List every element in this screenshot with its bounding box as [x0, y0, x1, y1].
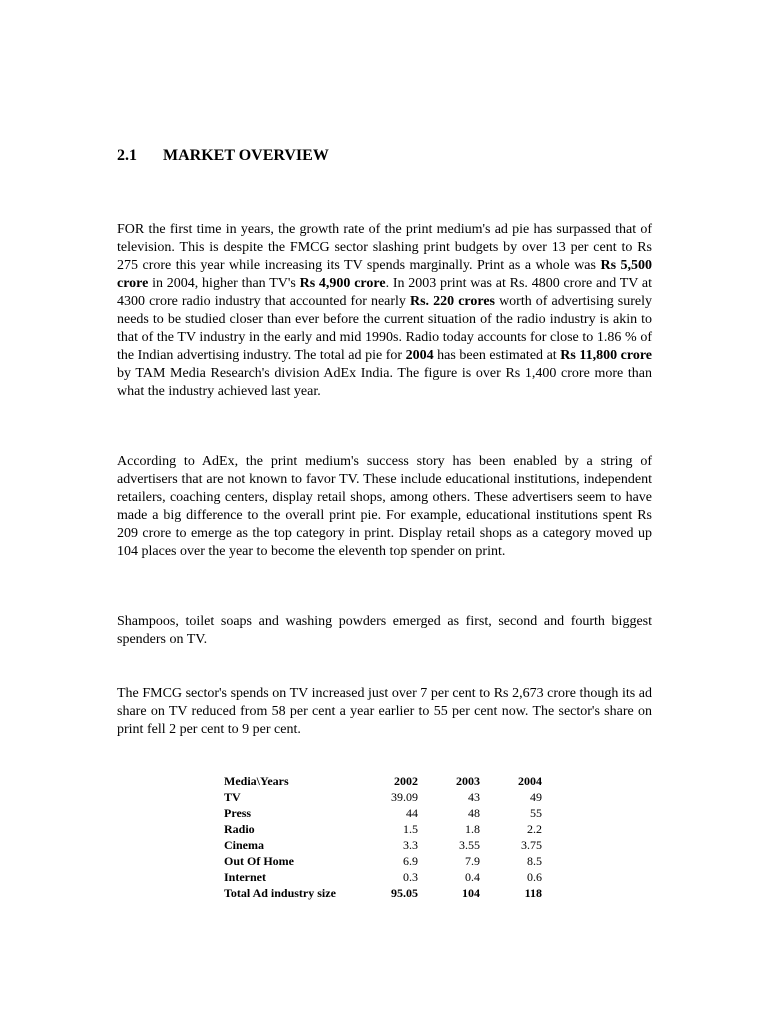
tv-2004-value: Rs 4,900 crore [299, 276, 386, 291]
table-cell: 0.4 [465, 870, 480, 884]
table-cell: 118 [524, 886, 542, 900]
table-row [224, 837, 542, 853]
table-cell: 1.8 [465, 822, 480, 836]
paragraph-fmcg: The FMCG sector's spends on TV increased just over 7 per cent to Rs 2,673 crore though its ad share on TV reduced from 58 per cent a year earlier to 55 per cent now. The sector's share on print fell 2 per cent to 9 per cent. [117, 686, 652, 737]
paragraph-text: by TAM Media Research's division AdEx India. The figure is over Rs 1,400 crore more than what the industry achieved last year. [117, 366, 652, 399]
total-ad-pie-value: Rs 11,800 crore [560, 348, 653, 363]
table-cell: 2.2 [527, 822, 542, 836]
year-2004: 2004 [405, 348, 434, 363]
table-cell: 3.55 [459, 838, 480, 852]
paragraph-tv-spenders: Shampoos, toilet soaps and washing powders emerged as first, second and fourth biggest spenders on TV. [117, 614, 652, 647]
table-cell: 48 [468, 806, 480, 820]
table-row [224, 789, 542, 805]
table-row [224, 853, 542, 869]
table-header-row [224, 773, 542, 789]
table-cell: 8.5 [527, 854, 542, 868]
table-cell: 104 [462, 886, 480, 900]
row-label: Out Of Home [224, 854, 294, 868]
row-label: Press [224, 806, 252, 820]
column-header: Media\Years [224, 774, 289, 788]
paragraph-market-overview [117, 221, 652, 401]
column-header: 2003 [456, 774, 480, 788]
table-cell: 6.9 [403, 854, 418, 868]
paragraph-text: in 2004, higher than TV's [148, 276, 300, 291]
paragraph-text: FOR the first time in years, the growth rate of the print medium's ad pie has surpassed that of television. This is despite the FMCG sector slashing print budgets by over 13 per cent to Rs 275 crore this year while increasing its TV spends marginally. Print as a whole was [117, 222, 652, 273]
paragraph-text: has been estimated at [433, 348, 561, 363]
row-label: Cinema [224, 838, 264, 852]
row-label: Internet [224, 870, 266, 884]
paragraph-text: worth of advertising surely needs to be studied closer than ever before the current situation of the radio industry is akin to that of the TV industry in the early and mid 1990s. Radio today accounts for close to 1.86 % of the Indian advertising industry. The total ad pie for [117, 294, 653, 363]
table-cell: 39.09 [391, 790, 418, 804]
row-label: TV [224, 790, 241, 804]
paragraph-text: . In 2003 print was at Rs. 4800 crore and TV at 4300 crore radio industry that accounted for nearly [117, 276, 652, 309]
section-title: MARKET OVERVIEW [163, 147, 329, 164]
column-header: 2004 [518, 774, 542, 788]
section-number: 2.1 [117, 147, 137, 164]
table-row [224, 869, 542, 885]
print-2004-value: Rs 5,500 crore [117, 258, 652, 291]
row-label: Total Ad industry size [224, 886, 336, 900]
table-cell: 0.3 [403, 870, 418, 884]
table-cell: 49 [530, 790, 542, 804]
table-cell: 0.6 [527, 870, 542, 884]
table-cell: 55 [530, 806, 542, 820]
paragraph-adex: According to AdEx, the print medium's success story has been enabled by a string of advertisers that are not known to favor TV. These include educational institutions, independent retailers, coaching centers, display retail shops, among others. These advertisers seem to have made a big difference to the overall print pie. For example, educational institutions spent Rs 209 crore to emerge as the top category in print. Display retail shops as a category moved up 104 places over the year to become the eleventh top spender on print. [117, 454, 652, 559]
table-row [224, 805, 542, 821]
radio-value: Rs. 220 crores [410, 294, 495, 309]
table-cell: 7.9 [465, 854, 480, 868]
table-total-row [224, 885, 542, 901]
table-cell: 1.5 [403, 822, 418, 836]
table-cell: 3.3 [403, 838, 418, 852]
media-spend-table [224, 773, 542, 901]
section-heading [117, 147, 329, 165]
table-cell: 3.75 [521, 838, 542, 852]
table-cell: 95.05 [391, 886, 418, 900]
table-row [224, 821, 542, 837]
table-cell: 44 [406, 806, 418, 820]
row-label: Radio [224, 822, 255, 836]
table-cell: 43 [468, 790, 480, 804]
column-header: 2002 [394, 774, 418, 788]
